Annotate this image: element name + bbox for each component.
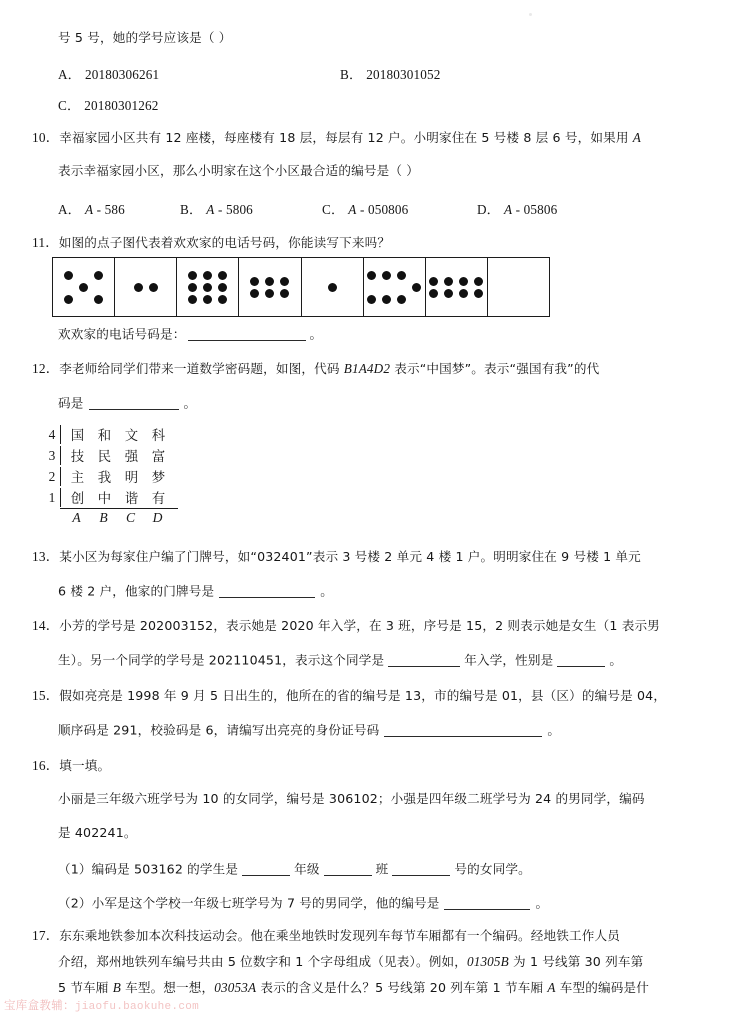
cipher-grid-row <box>44 424 178 445</box>
cipher-cell: 有 <box>151 492 166 507</box>
cipher-col-label-a: A <box>72 510 81 525</box>
dot-mark <box>218 283 227 292</box>
q9-option-a-label: A． <box>58 67 82 82</box>
q10-number: 10． <box>32 130 60 145</box>
q14-gender-blank[interactable] <box>557 653 605 667</box>
q12-line2 <box>58 396 196 410</box>
q16-line2: 是 402241。 <box>58 825 137 840</box>
cipher-cell: 梦 <box>151 471 166 486</box>
dot-mark <box>280 289 289 298</box>
q9-option-b-label: B． <box>340 67 363 82</box>
q13-line1-text: 某小区为每家住户编了门牌号，如“032401”表示 3 号楼 2 单元 4 楼 1 户。明明家住在 9 号楼 1 单元 <box>59 549 641 564</box>
q17-line3-d: 车型的编码是什 <box>555 980 649 995</box>
q14-year-blank[interactable] <box>388 653 460 667</box>
dot-gap <box>94 283 103 292</box>
dot-mark <box>397 271 406 280</box>
dot-mark <box>250 289 259 298</box>
q16-sub1-c: 班 <box>375 861 389 877</box>
q11-answer-prompt: 欢欢家的电话号码是： <box>58 326 186 342</box>
dot-mark <box>188 295 197 304</box>
dot-mark <box>444 289 453 298</box>
scan-speck <box>529 13 532 16</box>
dot-cell <box>115 258 177 316</box>
dot-mark <box>474 289 483 298</box>
q16-number-blank[interactable] <box>392 862 450 876</box>
q15-number: 15． <box>32 688 60 703</box>
q11-stem: 如图的点子图代表着欢欢家的电话号码，你能读写下来吗？ <box>58 235 391 250</box>
cipher-row-label-3: 3 <box>48 447 56 463</box>
dot-mark <box>474 277 483 286</box>
q17-line2-a: 介绍，郑州地铁列车编号共由 5 位数字和 1 个字母组成（见表）。例如， <box>58 954 467 969</box>
q10-line2: 表示幸福家园小区，那么小明家在这个小区最合适的编号是（ ） <box>58 163 419 178</box>
dot-mark <box>64 295 73 304</box>
q9-option-a <box>58 68 159 81</box>
cipher-cell: 创 <box>70 492 85 507</box>
q17-line3 <box>58 981 649 995</box>
dot-cell-digit-5 <box>53 258 114 316</box>
cipher-col-label-d: D <box>152 510 163 525</box>
q16-number: 16． <box>32 758 60 773</box>
dot-mark <box>134 283 143 292</box>
q11-answer-suffix: 。 <box>309 326 323 342</box>
cipher-row-cells-1 <box>60 488 172 507</box>
dot-cell-digit-9 <box>177 258 238 316</box>
q16-title-line <box>32 759 110 773</box>
dot-cell-digit-7 <box>364 258 425 316</box>
dot-mark <box>203 271 212 280</box>
q11-number: 11． <box>32 235 59 250</box>
q9-option-a-value: 20180306261 <box>85 67 160 82</box>
q12-line1-b: 表示“中国梦”。表示“强国有我”的代 <box>390 361 600 376</box>
q9-option-c <box>58 99 158 112</box>
q14-line2-c: 。 <box>609 652 623 668</box>
q10-option-c-value: - 050806 <box>356 202 409 217</box>
q16-sub2-blank[interactable] <box>444 896 530 910</box>
cipher-cell: 技 <box>70 450 85 465</box>
cipher-grid-row <box>44 487 178 508</box>
dot-gap <box>382 283 391 292</box>
cipher-cell: 富 <box>151 450 166 465</box>
q17-line2 <box>58 955 643 969</box>
q17-line1 <box>32 929 620 943</box>
q13-line1 <box>32 550 641 564</box>
q17-example-code-2: 03053A <box>214 980 257 995</box>
dot-mark <box>218 271 227 280</box>
q16-class-blank[interactable] <box>324 862 372 876</box>
cipher-cell: 文 <box>124 429 139 444</box>
dot-mark <box>397 295 406 304</box>
q14-line1-text: 小芳的学号是 202003152，表示她是 2020 年入学，在 3 班，序号是 15，2 则表示她是女生（1 表示男 <box>59 618 660 633</box>
dot-cell-digit-0 <box>488 258 549 316</box>
q14-line2 <box>58 653 622 667</box>
cipher-row-cells-3 <box>60 446 172 465</box>
dot-mark <box>459 289 468 298</box>
q12-example-code: B1A4D2 <box>343 361 391 376</box>
dot-mark <box>203 283 212 292</box>
q10-option-b-value: - 5806 <box>214 202 253 217</box>
q14-line1 <box>32 619 660 633</box>
q10-option-c-symbol: A <box>348 202 357 217</box>
q9-option-c-label: C． <box>58 98 81 113</box>
q12-line2-suffix: 。 <box>183 395 197 411</box>
cipher-cell: 中 <box>97 492 112 507</box>
q13-answer-blank[interactable] <box>219 584 315 598</box>
q15-line1-text: 假如亮亮是 1998 年 9 月 5 日出生的，他所在的省的编号是 13，市的编号是 01，县（区）的编号是 04， <box>59 688 667 703</box>
site-watermark <box>4 997 199 1013</box>
q9-option-b-value: 20180301052 <box>366 67 441 82</box>
dot-mark <box>444 277 453 286</box>
q10-option-a-symbol: A <box>85 202 94 217</box>
dot-mark <box>367 295 376 304</box>
dot-mark <box>203 295 212 304</box>
q16-sub1-a: （1）编码是 503162 的学生是 <box>58 861 239 877</box>
q10-option-d-symbol: A <box>504 202 513 217</box>
q15-line1 <box>32 689 666 703</box>
dot-mark <box>280 277 289 286</box>
q17-line3-a: 5 节车厢 <box>58 980 113 995</box>
cipher-row-cells-4 <box>60 425 172 444</box>
q17-line3-b: 车型。想一想， <box>120 980 215 995</box>
cipher-row-label-2: 2 <box>48 468 56 484</box>
q10-line1-text: 幸福家园小区共有 12 座楼，每座楼有 18 层，每层有 12 户。小明家住在 5 号楼 8 层 6 号，如果用 <box>59 130 633 145</box>
q17-code-b: B <box>112 980 121 995</box>
q10-line1 <box>32 131 641 145</box>
q17-number: 17． <box>32 928 60 943</box>
q16-title: 填一填。 <box>59 758 111 773</box>
q12-answer-blank[interactable] <box>89 396 179 410</box>
q10-option-d-value: - 05806 <box>512 202 558 217</box>
q14-number: 14． <box>32 618 60 633</box>
dot-cell-digit-1 <box>302 258 363 316</box>
cipher-row-label-4: 4 <box>48 426 56 442</box>
q15-line2-b: 。 <box>547 722 561 738</box>
cipher-cell: 强 <box>124 450 139 465</box>
q12-line1-a: 李老师给同学们带来一道数学密码题，如图，代码 <box>59 361 344 376</box>
q15-line2 <box>58 723 560 737</box>
dot-cell <box>239 258 301 316</box>
q15-answer-blank[interactable] <box>384 723 542 737</box>
cipher-grid-row <box>44 445 178 466</box>
q10-option-a-value: - 586 <box>93 202 125 217</box>
q16-line1: 小丽是三年级六班学号为 10 的女同学，编号是 306102；小强是四年级二班学号为 24 的男同学，编码 <box>58 791 645 806</box>
cipher-grid <box>44 424 178 526</box>
q16-sub1-d: 号的女同学。 <box>454 861 531 877</box>
dot-mark <box>64 271 73 280</box>
q12-line1 <box>32 362 599 376</box>
cipher-cell: 明 <box>124 471 139 486</box>
q10-option-c <box>322 203 408 216</box>
q12-number: 12． <box>32 361 60 376</box>
q13-line2-text: 6 楼 2 户，他家的门牌号是 <box>58 583 215 599</box>
q17-line2-b: 为 1 号线第 30 列车第 <box>508 954 644 969</box>
dot-gap <box>412 271 421 280</box>
cipher-cell: 我 <box>97 471 112 486</box>
q10-option-d <box>477 203 557 216</box>
cipher-cell: 国 <box>70 429 85 444</box>
cipher-cell: 主 <box>70 471 85 486</box>
dot-mark <box>265 289 274 298</box>
q9-stem: 号 5 号，她的学号应该是（ ） <box>58 30 232 45</box>
dot-mark <box>94 295 103 304</box>
dot-cell-digit-8 <box>426 258 487 316</box>
cipher-cell: 谐 <box>124 492 139 507</box>
cipher-col-label-c: C <box>125 510 136 525</box>
q10-option-a-label: A． <box>58 202 82 217</box>
q9-option-b <box>340 68 440 81</box>
dot-cell-digit-6 <box>239 258 300 316</box>
q10-option-d-label: D． <box>477 202 501 217</box>
dot-mark <box>218 295 227 304</box>
q16-sub2-b: 。 <box>535 895 549 911</box>
dot-mark <box>188 283 197 292</box>
dot-mark <box>94 271 103 280</box>
dot-cell <box>302 258 364 316</box>
cipher-cell: 和 <box>97 429 112 444</box>
q13-line2 <box>58 584 333 598</box>
q10-line1-symbol: A <box>632 130 641 145</box>
q10-option-b-label: B． <box>180 202 203 217</box>
dot-cell <box>488 258 549 316</box>
dot-mark <box>429 289 438 298</box>
q14-line2-a: 生）。另一个同学的学号是 202110451，表示这个同学是 <box>58 652 385 668</box>
dot-gap <box>79 271 88 280</box>
dot-mark <box>459 277 468 286</box>
dot-gap <box>412 295 421 304</box>
q16-sub2 <box>58 896 548 910</box>
cipher-row-label-1: 1 <box>48 489 56 505</box>
dot-gap <box>367 283 376 292</box>
dot-mark <box>250 277 259 286</box>
q12-line2-text: 码是 <box>58 395 84 411</box>
dot-mark <box>367 271 376 280</box>
dot-cell <box>177 258 239 316</box>
dot-gap <box>397 283 406 292</box>
q10-option-a <box>58 203 125 216</box>
q17-code-a: A <box>547 980 556 995</box>
q17-line1-text: 东东乘地铁参加本次科技运动会。他在乘坐地铁时发现列车每节车厢都有一个编码。经地铁工作人员 <box>59 928 620 943</box>
dot-mark <box>328 283 337 292</box>
dot-mark <box>265 277 274 286</box>
cipher-cell: 科 <box>151 429 166 444</box>
cipher-row-cells-2 <box>60 467 172 486</box>
dot-code-table <box>52 257 550 317</box>
q10-option-b-symbol: A <box>206 202 215 217</box>
dot-cell <box>53 258 115 316</box>
dot-mark <box>188 271 197 280</box>
q11-answer-line <box>58 327 322 341</box>
q16-grade-blank[interactable] <box>242 862 290 876</box>
q15-line2-a: 顺序码是 291，校验码是 6，请编写出亮亮的身份证号码 <box>58 722 380 738</box>
dot-cell-digit-2 <box>115 258 176 316</box>
dot-mark <box>382 271 391 280</box>
dot-cell <box>426 258 488 316</box>
watermark-text: 宝库盒教辅： <box>4 998 75 1012</box>
q10-option-b <box>180 203 253 216</box>
dot-mark <box>429 277 438 286</box>
q13-line2-suffix: 。 <box>320 583 333 599</box>
dot-mark <box>149 283 158 292</box>
q13-number: 13． <box>32 549 60 564</box>
dot-gap <box>79 295 88 304</box>
dot-cell <box>364 258 426 316</box>
watermark-url: jiaofu.baokuhe.com <box>74 1001 200 1013</box>
q9-option-c-value: 20180301262 <box>84 98 159 113</box>
q16-sub2-a: （2）小军是这个学校一年级七班学号为 7 号的男同学，他的编号是 <box>58 895 440 911</box>
q16-sub1-b: 年级 <box>294 861 320 877</box>
dot-mark <box>79 283 88 292</box>
q16-sub1 <box>58 862 531 876</box>
dot-mark <box>412 283 421 292</box>
q10-option-c-label: C． <box>322 202 345 217</box>
q17-example-code-1: 01305B <box>466 954 509 969</box>
q17-line3-c: 表示的含义是什么？5 号线第 20 列车第 1 节车厢 <box>256 980 548 995</box>
q11-line1 <box>32 236 390 250</box>
dot-gap <box>64 283 73 292</box>
cipher-cell: 民 <box>97 450 112 465</box>
cipher-grid-row <box>44 466 178 487</box>
q11-answer-blank[interactable] <box>188 327 306 341</box>
q14-line2-b: 年入学，性别是 <box>464 652 554 668</box>
dot-mark <box>382 295 391 304</box>
cipher-col-label-b: B <box>99 510 108 525</box>
cipher-col-labels <box>63 509 178 526</box>
